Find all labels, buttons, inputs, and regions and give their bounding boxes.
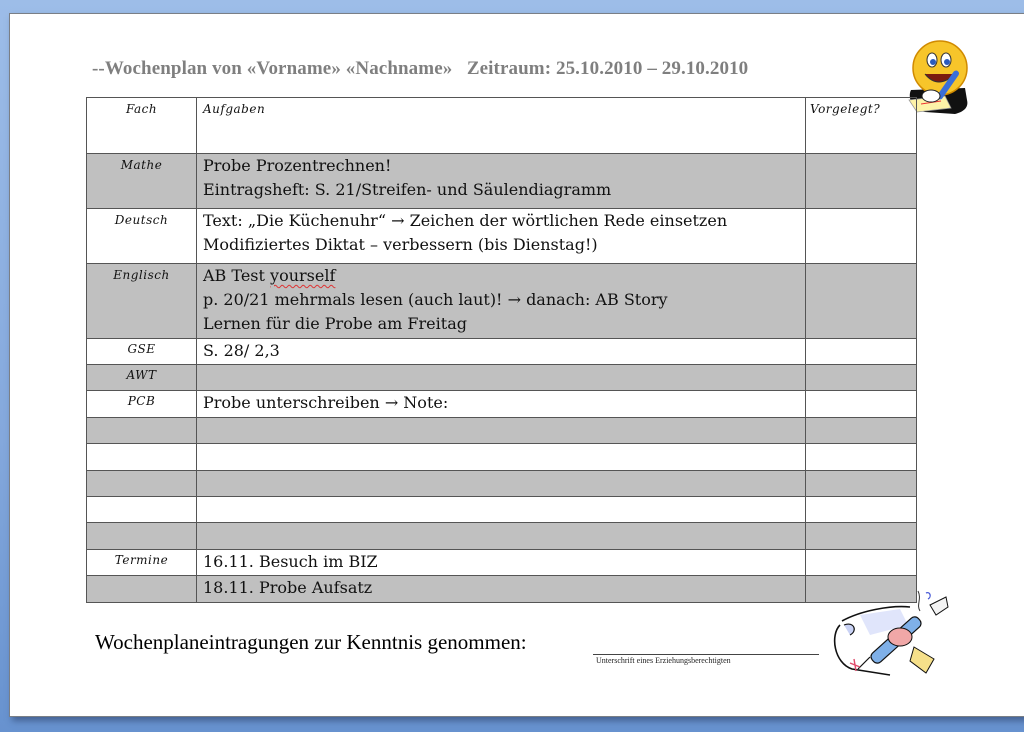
acknowledgement-text: Wochenplaneintragungen zur Kenntnis genommen: — [95, 630, 527, 654]
table-row — [87, 154, 917, 209]
table-row — [87, 418, 917, 444]
table-row — [87, 264, 917, 339]
quill-scroll-icon — [830, 585, 955, 677]
submitted-cell[interactable] — [806, 418, 917, 444]
submitted-cell[interactable] — [806, 339, 917, 365]
signature-caption: Unterschrift eines Erziehungsberechtigten — [596, 656, 731, 665]
subject-cell — [87, 471, 197, 497]
tasks-cell[interactable]: AB Test yourself p. 20/21 mehrmals lesen (auch laut)! → danach: AB Story Lernen für die Probe am Freitag — [197, 264, 806, 339]
subject-cell — [87, 576, 197, 603]
header-tasks: Aufgaben — [197, 98, 806, 154]
weekly-plan-table — [86, 97, 917, 603]
subject-cell — [87, 497, 197, 523]
table-row — [87, 365, 917, 391]
signature-line[interactable] — [593, 654, 819, 655]
tasks-cell[interactable] — [197, 523, 806, 550]
tasks-cell[interactable]: Probe unterschreiben → Note: — [197, 391, 806, 418]
subject-cell: Englisch — [87, 264, 197, 339]
table-row — [87, 576, 917, 603]
subject-cell — [87, 523, 197, 550]
submitted-cell[interactable] — [806, 497, 917, 523]
table-row — [87, 550, 917, 576]
table-row — [87, 339, 917, 365]
table-row — [87, 523, 917, 550]
table-row — [87, 444, 917, 471]
subject-cell: AWT — [87, 365, 197, 391]
table-row — [87, 391, 917, 418]
spellcheck-flagged-word[interactable]: yourself — [270, 266, 336, 285]
tasks-cell[interactable] — [197, 471, 806, 497]
tasks-cell[interactable] — [197, 497, 806, 523]
submitted-cell[interactable] — [806, 154, 917, 209]
subject-cell: Deutsch — [87, 209, 197, 264]
tasks-cell[interactable]: Text: „Die Küchenuhr“ → Zeichen der wörtlichen Rede einsetzen Modifiziertes Diktat – verbessern (bis Dienstag!) — [197, 209, 806, 264]
tasks-cell[interactable] — [197, 418, 806, 444]
header-subject: Fach — [87, 98, 197, 154]
header-submitted: Vorgelegt? — [806, 98, 917, 154]
subject-cell: Mathe — [87, 154, 197, 209]
submitted-cell[interactable] — [806, 471, 917, 497]
submitted-cell[interactable] — [806, 209, 917, 264]
tasks-cell[interactable]: 16.11. Besuch im BIZ — [197, 550, 806, 576]
tasks-cell[interactable] — [197, 365, 806, 391]
submitted-cell[interactable] — [806, 523, 917, 550]
tasks-cell[interactable]: S. 28/ 2,3 — [197, 339, 806, 365]
table-row — [87, 497, 917, 523]
table-row — [87, 471, 917, 497]
tasks-cell[interactable] — [197, 444, 806, 471]
subject-cell: PCB — [87, 391, 197, 418]
submitted-cell[interactable] — [806, 264, 917, 339]
subject-cell — [87, 444, 197, 471]
submitted-cell[interactable] — [806, 365, 917, 391]
tasks-cell[interactable]: 18.11. Probe Aufsatz — [197, 576, 806, 603]
table-row — [87, 209, 917, 264]
tasks-cell[interactable]: Probe Prozentrechnen! Eintragsheft: S. 21/Streifen- und Säulendiagramm — [197, 154, 806, 209]
submitted-cell[interactable] — [806, 391, 917, 418]
subject-cell: GSE — [87, 339, 197, 365]
subject-cell — [87, 418, 197, 444]
submitted-cell[interactable] — [806, 550, 917, 576]
submitted-cell[interactable] — [806, 444, 917, 471]
subject-cell: Termine — [87, 550, 197, 576]
table-header-row — [87, 98, 917, 154]
document-title: --Wochenplan von «Vorname» «Nachname» Zeitraum: 25.10.2010 – 29.10.2010 — [92, 58, 749, 79]
